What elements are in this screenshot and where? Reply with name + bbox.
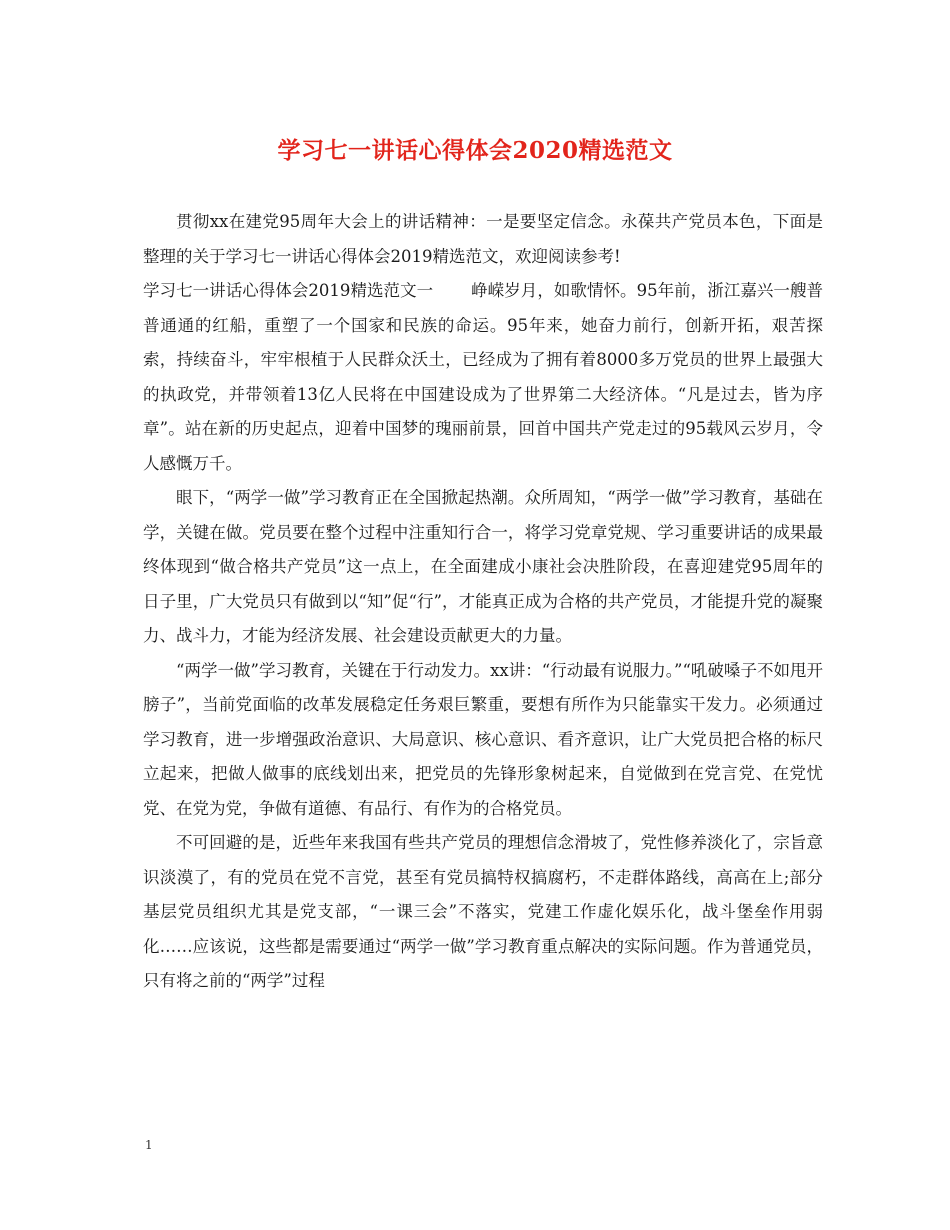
first-essay-text: 峥嵘岁月，如歌情怀。95年前，浙江嘉兴一艘普普通通的红船，重塑了一个国家和民族的命运。95年来，她奋力前行，创新开拓，艰苦探索，持续奋斗，牢牢根植于人民群众沃土，已经成为了拥有着8000多万党员的世界上最强大的执政党，并带领着13亿人民将在中国建设成为了世界第二大经济体。“凡是过去，皆为序章”。站在新的历史起点，迎着中国梦的瑰丽前景，回首中国共产党走过的95载风云岁月，令人感慨万千。 [143,281,824,473]
body-paragraph: 不可回避的是，近些年来我国有些共产党员的理想信念滑坡了，党性修养淡化了，宗旨意识淡漠了，有的党员在党不言党，甚至有党员搞特权搞腐朽，不走群体路线，高高在上;部分基层党员组织尤其是党支部，“一课三会”不落实，党建工作虚化娱乐化，战斗堡垒作用弱化……应该说，这些都是需要通过“两学一做”学习教育重点解决的实际问题。作为普通党员，只有将之前的“两学”过程 [143,833,823,990]
body-paragraph: “两学一做”学习教育，关键在于行动发力。xx讲：“行动最有说服力。”“吼破嗓子不如甩开膀子”，当前党面临的改革发展稳定任务艰巨繁重，要想有所作为只能靠实干发力。必须通过学习教育，进一步增强政治意识、大局意识、核心意识、看齐意识，让广大党员把合格的标尺立起来，把做人做事的底线划出来，把党员的先锋形象树起来，自觉做到在党言党、在党忧党、在党为党，争做有道德、有品行、有作为的合格党员。 [143,660,823,818]
document-body [143,205,823,999]
section-heading: 学习七一讲话心得体会2019精选范文一 [143,281,434,300]
body-paragraph: 眼下，“两学一做”学习教育正在全国掀起热潮。众所周知，“两学一做”学习教育，基础在学，关键在做。党员要在整个过程中注重知行合一，将学习党章党规、学习重要讲话的成果最终体现到“做合格共产党员”这一点上，在全面建成小康社会决胜阶段，在喜迎建党95周年的日子里，广大党员只有做到以“知”促“行”，才能真正成为合格的共产党员，才能提升党的凝聚力、战斗力，才能为经济发展、社会建设贡献更大的力量。 [143,488,823,645]
document-title: 学习七一讲话心得体会2020精选范文 [277,137,673,164]
intro-paragraph: 贯彻xx在建党95周年大会上的讲话精神：一是要坚定信念。永葆共产党员本色，下面是整理的关于学习七一讲话心得体会2019精选范文，欢迎阅读参考! [143,212,823,266]
first-essay-paragraph [143,274,823,481]
page-number: 1 [145,1138,153,1152]
